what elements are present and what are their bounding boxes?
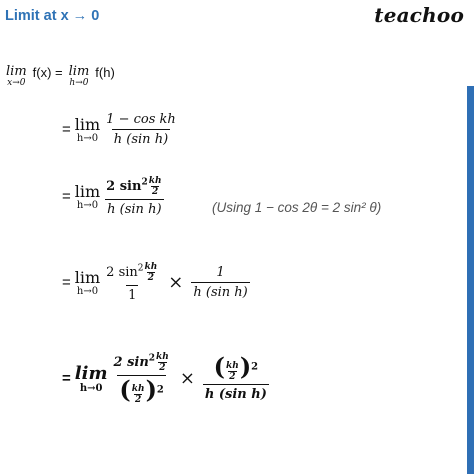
left-paren: (	[119, 375, 131, 404]
times-sign: ×	[179, 368, 195, 389]
step-4	[62, 352, 269, 405]
page-title: Limit at x → 0	[5, 8, 100, 24]
lim-word: lim	[6, 64, 27, 79]
inner-den: 2	[159, 363, 166, 373]
lim-subscript: h→0	[76, 133, 99, 144]
exponent: 2	[141, 177, 148, 188]
brand-logo: teachoo	[374, 3, 464, 27]
coef: 2 sin	[106, 179, 142, 194]
lim-subscript: h→0	[79, 383, 103, 394]
inner-num: kh	[226, 361, 239, 371]
equals-sign: =	[62, 121, 71, 138]
inner-num: kh	[156, 352, 169, 362]
inner-num: kh	[131, 384, 145, 394]
exponent: 2	[156, 384, 164, 396]
lim-word: lim	[74, 115, 101, 134]
numerator	[104, 262, 160, 285]
inner-num: kh	[148, 176, 162, 186]
denominator: h (sin h)	[203, 384, 269, 402]
right-paren: )	[239, 352, 252, 381]
inner-num: kh	[144, 262, 158, 272]
inner-den: 2	[135, 395, 142, 405]
exponent: 2	[148, 353, 156, 364]
equals-sign: =	[62, 370, 71, 387]
step-1	[62, 112, 178, 147]
identity-note: (Using 1 − cos 2θ = 2 sin² θ)	[212, 200, 382, 215]
equals-sign: =	[62, 188, 71, 205]
inner-fraction	[144, 262, 159, 283]
fraction	[104, 112, 178, 147]
lim-subscript: x→0	[7, 78, 26, 88]
fraction-2	[191, 265, 249, 300]
inner-fraction	[225, 361, 240, 382]
limit	[75, 268, 100, 297]
left-paren: (	[213, 352, 226, 381]
limit-x	[6, 64, 27, 88]
inner-den: 2	[151, 187, 159, 197]
inner-den: 2	[147, 273, 155, 283]
lim-word: lim	[74, 182, 101, 201]
limit	[75, 363, 108, 394]
numerator	[104, 176, 164, 199]
inner-den: 2	[229, 372, 236, 382]
side-accent-bar	[467, 86, 474, 474]
limit-definition-line	[6, 64, 115, 88]
exponent: 2	[251, 361, 259, 373]
step-3	[62, 262, 250, 303]
fh-text: f(h)	[95, 65, 115, 80]
times-sign: ×	[168, 272, 184, 293]
limit-h	[69, 64, 90, 88]
numerator: 1	[216, 265, 225, 280]
numerator	[112, 352, 172, 375]
inner-fraction	[131, 384, 146, 405]
inner-fraction	[148, 176, 163, 197]
numerator: 1 − cos kh	[106, 112, 176, 127]
limit	[75, 115, 100, 144]
fraction-1	[104, 262, 160, 303]
lim-word: lim	[74, 268, 101, 287]
fraction-1	[112, 352, 172, 405]
denominator	[117, 375, 165, 405]
denominator: 1	[126, 285, 138, 303]
fx-text: f(x) =	[32, 65, 63, 80]
equals-sign: =	[62, 274, 71, 291]
lim-subscript: h→0	[76, 200, 99, 211]
denominator: h (sin h)	[112, 129, 170, 147]
lim-word: lim	[68, 64, 90, 79]
right-paren: )	[145, 375, 157, 404]
denominator: h (sin h)	[105, 199, 163, 217]
inner-fraction	[155, 352, 170, 373]
numerator	[212, 352, 260, 384]
denominator: h (sin h)	[191, 282, 249, 300]
exponent: 2	[137, 263, 144, 274]
lim-subscript: h→0	[69, 78, 89, 88]
lim-subscript: h→0	[76, 286, 99, 297]
lim-word: lim	[74, 363, 108, 384]
limit	[75, 182, 100, 211]
coef: 2 sin	[106, 265, 138, 280]
fraction	[104, 176, 164, 217]
fraction-2	[203, 352, 269, 402]
coef: 2 sin	[113, 355, 149, 370]
step-2	[62, 176, 165, 217]
